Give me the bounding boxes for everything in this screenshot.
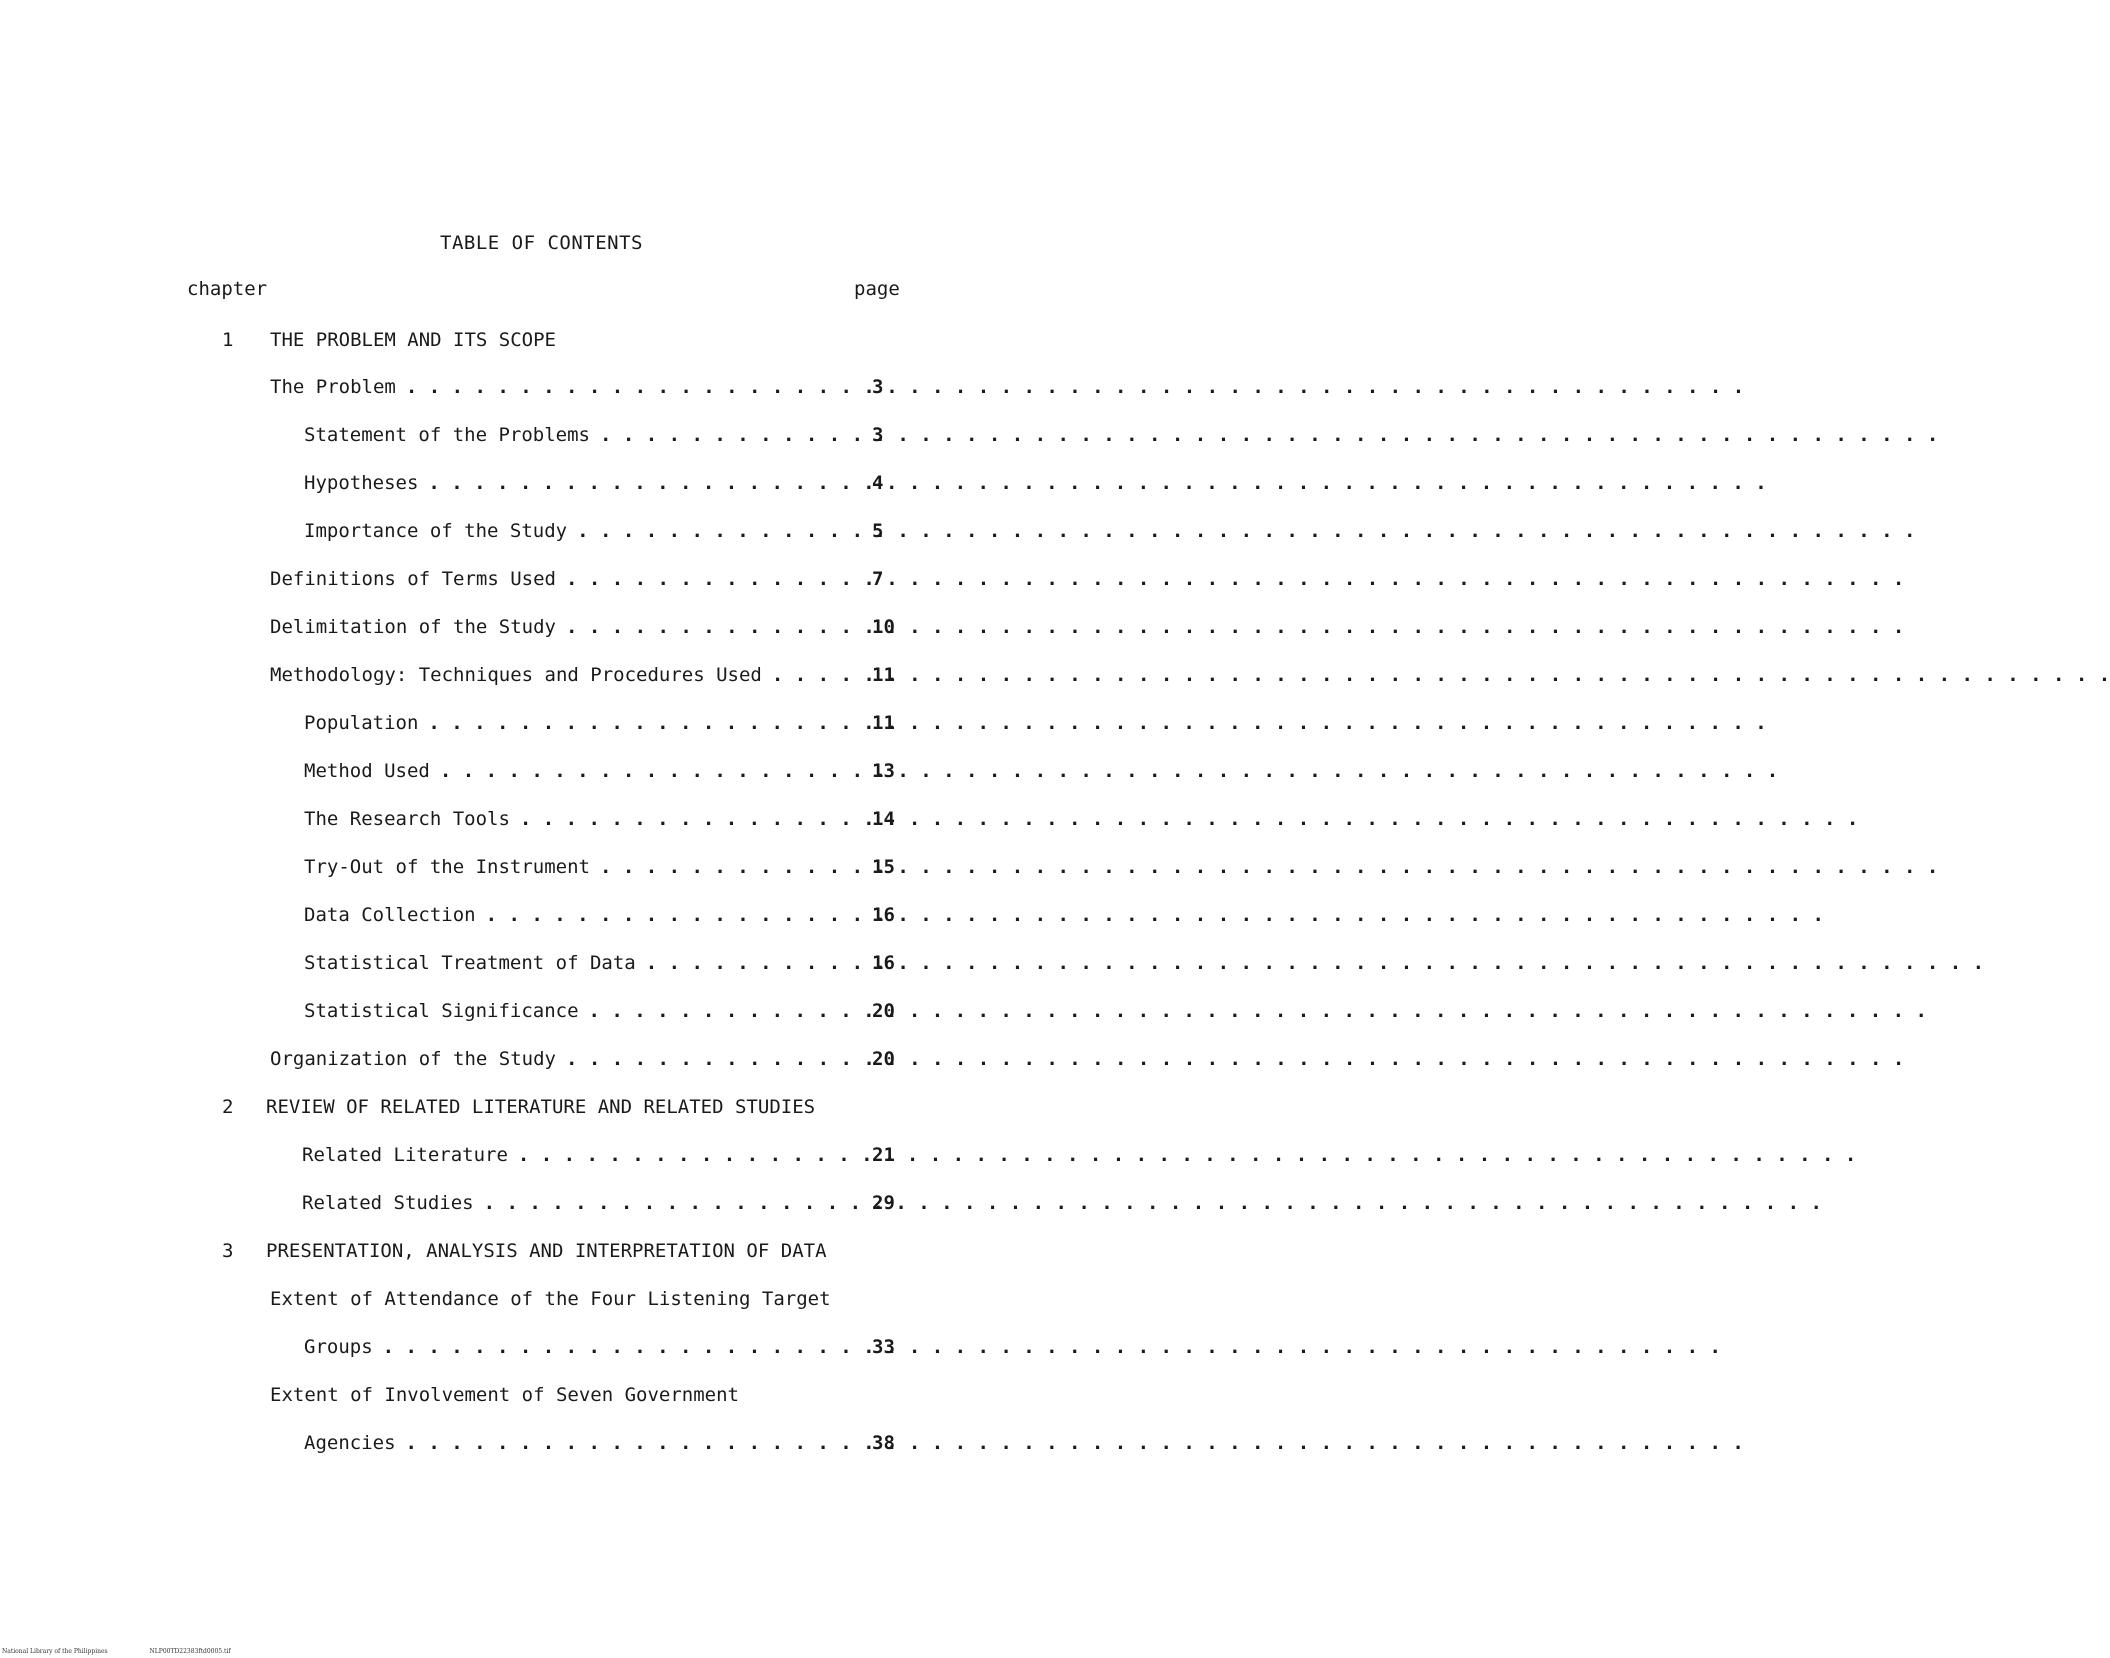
toc-entry [270,564,884,594]
dot-leader [589,996,1927,1026]
toc-entry-text: Extent of Involvement of Seven Government [270,1384,739,1406]
toc-entry [304,852,895,882]
toc-chapter-heading [222,1092,866,1122]
toc-entry [304,1332,895,1362]
toc-entry [304,996,895,1026]
toc-entry-text: Delimitation of the Study [270,616,556,638]
toc-page-number: 14 [872,808,895,830]
toc-entry-text: REVIEW OF RELATED LITERATURE AND RELATED STUDIES [266,1096,816,1118]
chapter-number: 3 [222,1240,234,1262]
toc-entry [270,612,895,642]
toc-entry [270,1044,895,1074]
toc-entry [302,1188,895,1218]
dot-leader [383,1332,1721,1362]
toc-entry-text: Groups [304,1336,373,1358]
toc-page-number: 29 [872,1192,895,1214]
dot-leader [440,756,1778,786]
dot-leader [406,1428,1744,1458]
dot-leader [566,564,1904,594]
dot-leader [518,1140,1856,1170]
dot-leader [566,612,1904,642]
toc-entry [302,1140,895,1170]
toc-page-number: 38 [872,1432,895,1454]
toc-entry [304,948,895,978]
toc-entry [270,1380,850,1410]
toc-entry [304,708,895,738]
toc-page-number: 11 [872,664,895,686]
scan-footer [2,1648,271,1655]
chapter-column-heading: chapter [187,278,268,300]
toc-entry-text: Agencies [304,1432,396,1454]
page-title: TABLE OF CONTENTS [440,232,643,254]
toc-page-number: 4 [872,472,884,494]
toc-entry-text: Try-Out of the Instrument [304,856,590,878]
toc-entry-text: THE PROBLEM AND ITS SCOPE [270,329,556,351]
dot-leader [484,1188,1822,1218]
toc-entry-text: Methodology: Techniques and Procedures Used [270,664,762,686]
dot-leader [646,948,1984,978]
toc-page-number: 3 [872,376,884,398]
chapter-number: 1 [222,329,234,351]
toc-page-number: 20 [872,1048,895,1070]
dot-leader [406,372,1744,402]
toc-chapter-heading [222,325,850,355]
toc-entry-text: Method Used [304,760,430,782]
dot-leader [520,804,1858,834]
toc-entry [270,660,895,690]
toc-entry [304,516,884,546]
toc-entry-text: Population [304,712,419,734]
toc-entry-text: Importance of the Study [304,520,568,542]
toc-page-number: 16 [872,904,895,926]
toc-entry [270,372,884,402]
toc-page-number: 33 [872,1336,895,1358]
toc-page-number: 3 [872,424,884,446]
toc-page-number: 21 [872,1144,895,1166]
toc-entry-text: PRESENTATION, ANALYSIS AND INTERPRETATION OF DATA [266,1240,827,1262]
toc-entry [304,1428,895,1458]
toc-entry-text: Organization of the Study [270,1048,556,1070]
toc-entry [304,420,884,450]
dot-leader [428,468,1766,498]
toc-page-number: 10 [872,616,895,638]
footer-library: National Library of the Philippines [2,1648,108,1655]
toc-entry-text: Extent of Attendance of the Four Listening Target [270,1288,831,1310]
dot-leader [600,420,1938,450]
dot-leader [772,660,2110,690]
toc-entry-text: Statistical Significance [304,1000,579,1022]
chapter-number: 2 [222,1096,234,1118]
toc-entry [304,804,895,834]
dot-leader [566,1044,1904,1074]
toc-page-number: 5 [872,520,884,542]
page-column-heading: page [854,278,900,300]
dot-leader [428,708,1766,738]
toc-entry-text: The Problem [270,376,396,398]
toc-entry-text: Statement of the Problems [304,424,590,446]
toc-page-number: 11 [872,712,895,734]
toc-entry-text: The Research Tools [304,808,510,830]
toc-page-number: 16 [872,952,895,974]
toc-entry [304,756,895,786]
toc-entry-text: Definitions of Terms Used [270,568,556,590]
toc-chapter-heading [222,1236,876,1266]
toc-entry-text: Statistical Treatment of Data [304,952,636,974]
dot-leader [486,900,1824,930]
dot-leader [600,852,1938,882]
toc-entry-text: Related Literature [302,1144,508,1166]
toc-entry [304,900,895,930]
toc-page-number: 15 [872,856,895,878]
toc-entry-text: Data Collection [304,904,476,926]
dot-leader [577,516,1915,546]
footer-file: NLP00TD22383ftd0005.tif [149,1648,231,1655]
toc-entry [304,468,884,498]
toc-entry-text: Hypotheses [304,472,419,494]
toc-entry-text: Related Studies [302,1192,474,1214]
toc-page-number: 7 [872,568,884,590]
toc-page-number: 13 [872,760,895,782]
toc-page-number: 20 [872,1000,895,1022]
toc-entry [270,1284,870,1314]
